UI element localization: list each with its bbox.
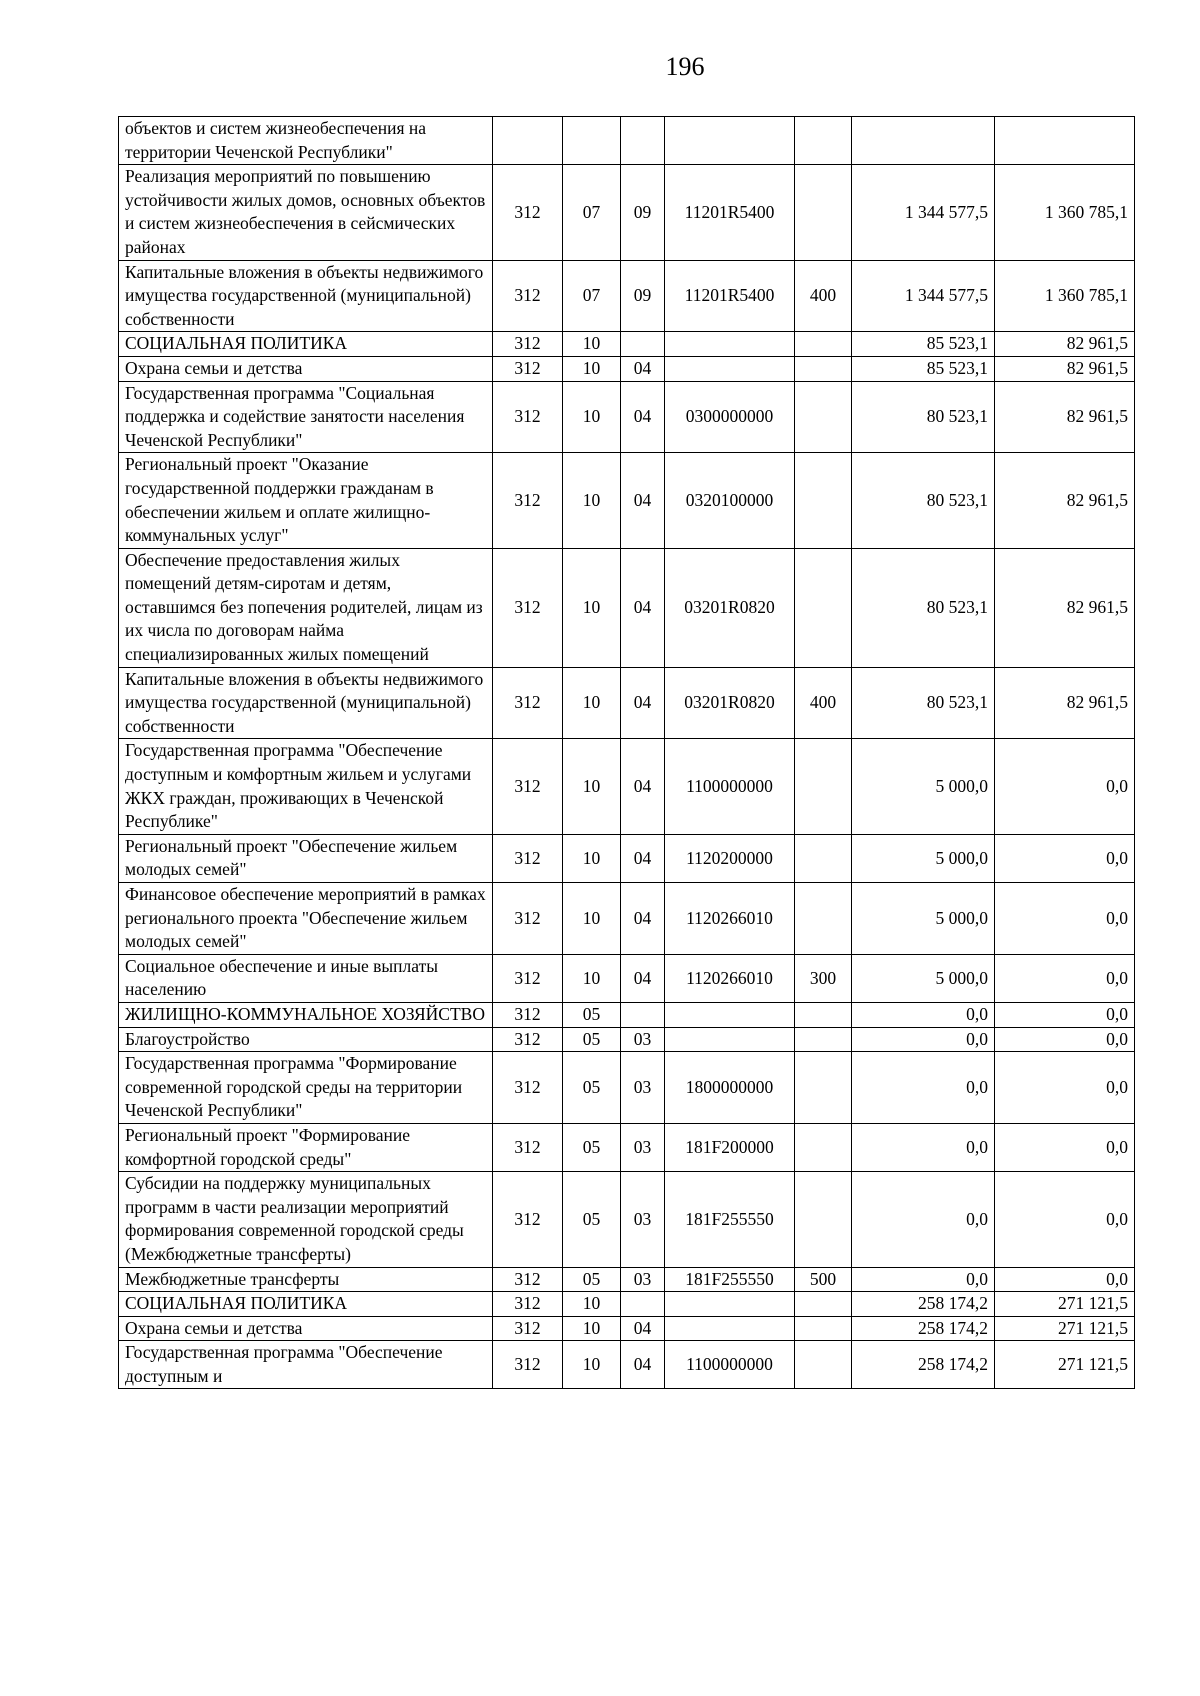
amount-year-2: 0,0 (995, 1052, 1135, 1124)
grbs-code: 312 (493, 739, 563, 834)
row-name: СОЦИАЛЬНАЯ ПОЛИТИКА (119, 332, 493, 357)
page-number: 196 (665, 52, 705, 81)
expense-type-code: 400 (795, 260, 852, 332)
amount-year-1: 0,0 (852, 1172, 995, 1267)
grbs-code: 312 (493, 1027, 563, 1052)
expense-type-code (795, 548, 852, 667)
section-code: 07 (563, 260, 621, 332)
amount-year-2: 0,0 (995, 883, 1135, 955)
row-name: ЖИЛИЩНО-КОММУНАЛЬНОЕ ХОЗЯЙСТВО (119, 1002, 493, 1027)
subsection-code: 03 (621, 1052, 665, 1124)
expense-type-code (795, 1341, 852, 1389)
target-article-code: 11201R5400 (665, 260, 795, 332)
table-row (119, 1123, 1135, 1171)
table-row (119, 117, 1135, 165)
subsection-code: 03 (621, 1027, 665, 1052)
amount-year-2: 0,0 (995, 1172, 1135, 1267)
amount-year-2: 0,0 (995, 1123, 1135, 1171)
subsection-code: 04 (621, 739, 665, 834)
section-code: 10 (563, 1316, 621, 1341)
target-article-code: 1120266010 (665, 954, 795, 1002)
expense-type-code (795, 453, 852, 548)
target-article-code (665, 117, 795, 165)
grbs-code: 312 (493, 883, 563, 955)
section-code: 10 (563, 1341, 621, 1389)
expense-type-code (795, 1027, 852, 1052)
amount-year-2: 0,0 (995, 954, 1135, 1002)
amount-year-1: 80 523,1 (852, 453, 995, 548)
target-article-code: 1100000000 (665, 739, 795, 834)
amount-year-2: 271 121,5 (995, 1292, 1135, 1317)
target-article-code (665, 1002, 795, 1027)
subsection-code: 09 (621, 165, 665, 260)
section-code (563, 117, 621, 165)
grbs-code: 312 (493, 453, 563, 548)
subsection-code (621, 117, 665, 165)
row-name: Государственная программа "Обеспечение доступным и комфортным жильем и услугами ЖКХ граждан, проживающих в Чеченской Республике" (119, 739, 493, 834)
subsection-code: 04 (621, 954, 665, 1002)
amount-year-1: 80 523,1 (852, 548, 995, 667)
section-code: 10 (563, 834, 621, 882)
amount-year-2: 82 961,5 (995, 453, 1135, 548)
table-row (119, 834, 1135, 882)
expense-type-code (795, 356, 852, 381)
grbs-code: 312 (493, 834, 563, 882)
target-article-code: 1800000000 (665, 1052, 795, 1124)
amount-year-2: 0,0 (995, 1002, 1135, 1027)
expense-type-code: 500 (795, 1267, 852, 1292)
amount-year-2: 271 121,5 (995, 1341, 1135, 1389)
target-article-code: 181F255550 (665, 1267, 795, 1292)
row-name: Государственная программа "Обеспечение доступным и (119, 1341, 493, 1389)
grbs-code: 312 (493, 1341, 563, 1389)
expense-type-code: 400 (795, 667, 852, 739)
target-article-code: 0300000000 (665, 381, 795, 453)
section-code: 10 (563, 332, 621, 357)
amount-year-1: 5 000,0 (852, 834, 995, 882)
section-code: 07 (563, 165, 621, 260)
amount-year-1: 1 344 577,5 (852, 260, 995, 332)
amount-year-2: 0,0 (995, 834, 1135, 882)
table-row (119, 1052, 1135, 1124)
row-name: Государственная программа "Социальная поддержка и содействие занятости населения Чеченской Республики" (119, 381, 493, 453)
amount-year-2: 82 961,5 (995, 356, 1135, 381)
target-article-code (665, 1027, 795, 1052)
subsection-code: 04 (621, 1341, 665, 1389)
amount-year-2: 82 961,5 (995, 667, 1135, 739)
table-row (119, 356, 1135, 381)
subsection-code (621, 1002, 665, 1027)
section-code: 05 (563, 1172, 621, 1267)
table-row (119, 165, 1135, 260)
table-row (119, 548, 1135, 667)
expense-type-code (795, 739, 852, 834)
amount-year-1: 80 523,1 (852, 667, 995, 739)
amount-year-2: 0,0 (995, 1267, 1135, 1292)
grbs-code: 312 (493, 260, 563, 332)
section-code: 10 (563, 667, 621, 739)
amount-year-2: 0,0 (995, 739, 1135, 834)
grbs-code: 312 (493, 356, 563, 381)
subsection-code: 03 (621, 1172, 665, 1267)
target-article-code (665, 1292, 795, 1317)
row-name: Межбюджетные трансферты (119, 1267, 493, 1292)
expense-type-code (795, 834, 852, 882)
amount-year-1: 258 174,2 (852, 1292, 995, 1317)
grbs-code (493, 117, 563, 165)
table-row (119, 381, 1135, 453)
subsection-code: 04 (621, 883, 665, 955)
amount-year-2: 1 360 785,1 (995, 165, 1135, 260)
amount-year-2 (995, 117, 1135, 165)
amount-year-1: 5 000,0 (852, 954, 995, 1002)
target-article-code: 1120266010 (665, 883, 795, 955)
expense-type-code (795, 1292, 852, 1317)
subsection-code (621, 332, 665, 357)
expense-type-code (795, 165, 852, 260)
amount-year-1: 0,0 (852, 1267, 995, 1292)
subsection-code: 04 (621, 834, 665, 882)
row-name: Государственная программа "Формирование современной городской среды на территории Чеченской Республики" (119, 1052, 493, 1124)
amount-year-2: 1 360 785,1 (995, 260, 1135, 332)
subsection-code: 04 (621, 356, 665, 381)
grbs-code: 312 (493, 1002, 563, 1027)
subsection-code: 03 (621, 1267, 665, 1292)
row-name: объектов и систем жизнеобеспечения на территории Чеченской Республики" (119, 117, 493, 165)
row-name: Капитальные вложения в объекты недвижимого имущества государственной (муниципальной) собственности (119, 260, 493, 332)
expense-type-code (795, 332, 852, 357)
amount-year-1: 80 523,1 (852, 381, 995, 453)
expense-type-code (795, 883, 852, 955)
row-name: Охрана семьи и детства (119, 356, 493, 381)
section-code: 10 (563, 453, 621, 548)
row-name: Региональный проект "Формирование комфортной городской среды" (119, 1123, 493, 1171)
target-article-code: 11201R5400 (665, 165, 795, 260)
row-name: Региональный проект "Обеспечение жильем молодых семей" (119, 834, 493, 882)
section-code: 05 (563, 1267, 621, 1292)
table-row (119, 954, 1135, 1002)
amount-year-1: 258 174,2 (852, 1341, 995, 1389)
table-row (119, 667, 1135, 739)
table-row (119, 1267, 1135, 1292)
expense-type-code (795, 1172, 852, 1267)
table-row (119, 1292, 1135, 1317)
grbs-code: 312 (493, 1316, 563, 1341)
section-code: 10 (563, 883, 621, 955)
grbs-code: 312 (493, 1172, 563, 1267)
budget-table (118, 116, 1135, 1389)
section-code: 05 (563, 1052, 621, 1124)
section-code: 10 (563, 548, 621, 667)
section-code: 05 (563, 1123, 621, 1171)
expense-type-code (795, 1123, 852, 1171)
row-name: Благоустройство (119, 1027, 493, 1052)
table-row (119, 739, 1135, 834)
grbs-code: 312 (493, 1267, 563, 1292)
row-name: Охрана семьи и детства (119, 1316, 493, 1341)
expense-type-code (795, 1052, 852, 1124)
amount-year-1: 85 523,1 (852, 332, 995, 357)
amount-year-1: 0,0 (852, 1052, 995, 1124)
target-article-code: 181F200000 (665, 1123, 795, 1171)
amount-year-1: 258 174,2 (852, 1316, 995, 1341)
amount-year-1: 5 000,0 (852, 739, 995, 834)
subsection-code: 04 (621, 548, 665, 667)
section-code: 05 (563, 1002, 621, 1027)
row-name: Финансовое обеспечение мероприятий в рамках регионального проекта "Обеспечение жильем молодых семей" (119, 883, 493, 955)
amount-year-2: 271 121,5 (995, 1316, 1135, 1341)
target-article-code: 0320100000 (665, 453, 795, 548)
amount-year-2: 82 961,5 (995, 332, 1135, 357)
section-code: 10 (563, 1292, 621, 1317)
amount-year-1: 0,0 (852, 1123, 995, 1171)
row-name: Реализация мероприятий по повышению устойчивости жилых домов, основных объектов и систем жизнеобеспечения в сейсмических районах (119, 165, 493, 260)
amount-year-1: 0,0 (852, 1027, 995, 1052)
subsection-code: 09 (621, 260, 665, 332)
expense-type-code (795, 1316, 852, 1341)
table-row (119, 883, 1135, 955)
amount-year-1 (852, 117, 995, 165)
expense-type-code (795, 1002, 852, 1027)
subsection-code: 04 (621, 667, 665, 739)
target-article-code (665, 332, 795, 357)
table-row (119, 1172, 1135, 1267)
amount-year-1: 1 344 577,5 (852, 165, 995, 260)
target-article-code: 181F255550 (665, 1172, 795, 1267)
table-row (119, 453, 1135, 548)
expense-type-code (795, 117, 852, 165)
expense-type-code: 300 (795, 954, 852, 1002)
row-name: Субсидии на поддержку муниципальных программ в части реализации мероприятий формирования современной городской среды (Межбюджетные трансферты) (119, 1172, 493, 1267)
grbs-code: 312 (493, 1123, 563, 1171)
grbs-code: 312 (493, 667, 563, 739)
subsection-code: 04 (621, 381, 665, 453)
row-name: Региональный проект "Оказание государственной поддержки гражданам в обеспечении жильем и оплате жилищно-коммунальных услуг" (119, 453, 493, 548)
subsection-code: 04 (621, 453, 665, 548)
target-article-code (665, 356, 795, 381)
grbs-code: 312 (493, 954, 563, 1002)
table-row (119, 1316, 1135, 1341)
row-name: Социальное обеспечение и иные выплаты населению (119, 954, 493, 1002)
grbs-code: 312 (493, 332, 563, 357)
table-row (119, 332, 1135, 357)
amount-year-1: 5 000,0 (852, 883, 995, 955)
expense-type-code (795, 381, 852, 453)
section-code: 05 (563, 1027, 621, 1052)
section-code: 10 (563, 381, 621, 453)
table-row (119, 1341, 1135, 1389)
grbs-code: 312 (493, 1292, 563, 1317)
section-code: 10 (563, 356, 621, 381)
grbs-code: 312 (493, 165, 563, 260)
amount-year-2: 0,0 (995, 1027, 1135, 1052)
grbs-code: 312 (493, 381, 563, 453)
section-code: 10 (563, 739, 621, 834)
amount-year-2: 82 961,5 (995, 381, 1135, 453)
target-article-code: 03201R0820 (665, 548, 795, 667)
subsection-code: 03 (621, 1123, 665, 1171)
target-article-code: 1120200000 (665, 834, 795, 882)
table-row (119, 1027, 1135, 1052)
amount-year-2: 82 961,5 (995, 548, 1135, 667)
amount-year-1: 0,0 (852, 1002, 995, 1027)
table-row (119, 260, 1135, 332)
amount-year-1: 85 523,1 (852, 356, 995, 381)
table-row (119, 1002, 1135, 1027)
target-article-code (665, 1316, 795, 1341)
row-name: Обеспечение предоставления жилых помещений детям-сиротам и детям, оставшимся без попечения родителей, лицам из их числа по договорам найма специализированных жилых помещений (119, 548, 493, 667)
grbs-code: 312 (493, 548, 563, 667)
target-article-code: 1100000000 (665, 1341, 795, 1389)
subsection-code: 04 (621, 1316, 665, 1341)
subsection-code (621, 1292, 665, 1317)
grbs-code: 312 (493, 1052, 563, 1124)
row-name: СОЦИАЛЬНАЯ ПОЛИТИКА (119, 1292, 493, 1317)
target-article-code: 03201R0820 (665, 667, 795, 739)
section-code: 10 (563, 954, 621, 1002)
row-name: Капитальные вложения в объекты недвижимого имущества государственной (муниципальной) собственности (119, 667, 493, 739)
